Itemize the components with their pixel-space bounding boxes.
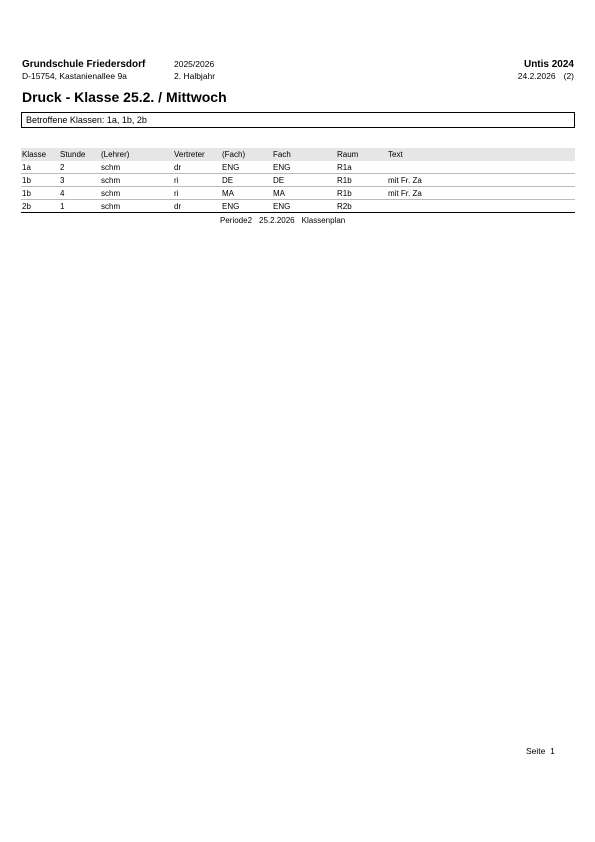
affected-classes-label: Betroffene Klassen:	[26, 115, 105, 125]
table-cell: schm	[101, 202, 121, 211]
table-cell: dr	[174, 163, 182, 172]
table-cell: ENG	[222, 163, 240, 172]
table-cell: R1b	[337, 176, 352, 185]
table-cell: DE	[273, 176, 285, 185]
table-cell: ENG	[273, 163, 291, 172]
table-cell: 1b	[22, 189, 31, 198]
table-row	[21, 174, 575, 187]
software-name: Untis 2024	[523, 59, 574, 70]
table-cell: 4	[60, 189, 65, 198]
plan-type: Klassenplan	[301, 216, 346, 225]
table-cell: ri	[174, 189, 179, 198]
table-cell: schm	[101, 176, 121, 185]
substitution-table	[21, 148, 575, 213]
column-header: Klasse	[22, 150, 47, 159]
table-cell: dr	[174, 202, 182, 211]
table-cell: 1a	[22, 163, 31, 172]
table-cell: 1b	[22, 176, 31, 185]
column-header: Vertreter	[174, 150, 205, 159]
table-cell: ENG	[273, 202, 291, 211]
table-cell: MA	[222, 189, 234, 198]
table-cell: mit Fr. Za	[388, 189, 422, 198]
school-address: D-15754, Kastanienallee 9a	[22, 71, 127, 81]
table-cell: 1	[60, 202, 65, 211]
column-header: Stunde	[60, 150, 86, 159]
print-date: 24.2.2026	[517, 71, 556, 81]
table-cell: R1b	[337, 189, 352, 198]
table-cell: R2b	[337, 202, 352, 211]
page-label: Seite	[526, 746, 546, 756]
column-header: Raum	[337, 150, 359, 159]
table-cell: 2b	[22, 202, 31, 211]
page-value: 1	[550, 746, 555, 756]
print-count: (2)	[563, 71, 574, 81]
table-cell: DE	[222, 176, 234, 185]
page-title: Druck - Klasse 25.2. / Mittwoch	[22, 89, 227, 105]
column-header: Fach	[273, 150, 291, 159]
page-number	[526, 746, 555, 756]
table-cell: 2	[60, 163, 65, 172]
table-cell: ri	[174, 176, 179, 185]
school-name: Grundschule Friedersdorf	[22, 59, 146, 70]
table-cell: schm	[101, 189, 121, 198]
table-cell: mit Fr. Za	[388, 176, 422, 185]
period-date: 25.2.2026	[259, 216, 295, 225]
affected-classes-value: 1a, 1b, 2b	[106, 115, 147, 125]
print-info	[518, 71, 574, 81]
school-year: 2025/2026	[174, 59, 215, 69]
affected-classes-box	[21, 112, 575, 128]
term: 2. Halbjahr	[174, 71, 216, 81]
table-header	[21, 148, 575, 161]
table-row	[21, 200, 575, 213]
table-row	[21, 187, 575, 200]
period-footer	[220, 216, 352, 225]
table-cell: ENG	[222, 202, 240, 211]
table-cell: 3	[60, 176, 65, 185]
table-cell: MA	[273, 189, 285, 198]
table-row	[21, 161, 575, 174]
table-cell: schm	[101, 163, 121, 172]
column-header: (Fach)	[222, 150, 246, 159]
column-header: (Lehrer)	[101, 150, 130, 159]
table-cell: R1a	[337, 163, 352, 172]
column-header: Text	[388, 150, 403, 159]
period-name: Periode2	[220, 216, 253, 225]
